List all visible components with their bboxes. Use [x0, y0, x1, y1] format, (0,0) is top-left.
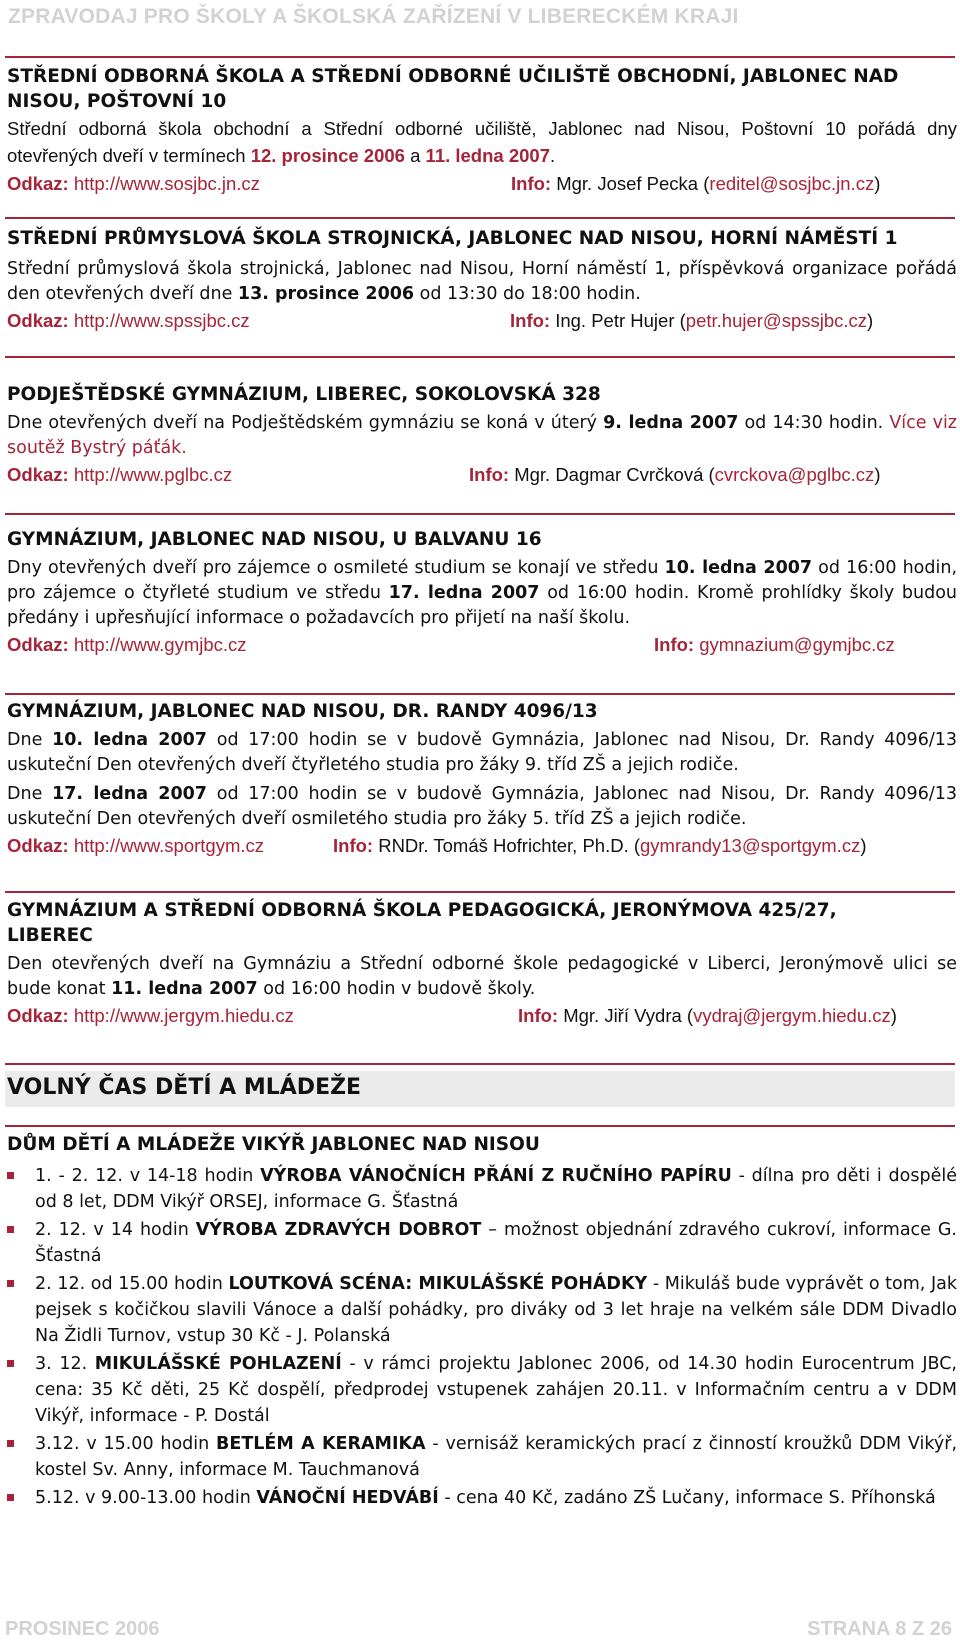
- page-footer-number: STRANA 8 Z 26: [807, 1618, 952, 1640]
- section-text: Dne 17. ledna 2007 od 17:00 hodin se v budově Gymnázia, Jablonec nad Nisou, Dr. Randy 4096/13 uskuteční Den otevřených dveří osmiletého studia pro žáky 5. tříd ZŠ a jejich rodiče.: [7, 784, 957, 829]
- section-title: GYMNÁZIUM, JABLONEC NAD NISOU, U BALVANU 16: [7, 529, 542, 550]
- section-ddm-vikyr: [7, 1132, 957, 1513]
- section-podjestedske-gymnazium: [7, 382, 957, 489]
- section-divider: [5, 513, 955, 515]
- list-item: 1. - 2. 12. v 14-18 hodin VÝROBA VÁNOČNÍCH PŘÁNÍ Z RUČNÍHO PAPÍRU - dílna pro děti i dospělé od 8 let, DDM Vikýř ORSEJ, informace G. Šťastná: [7, 1163, 957, 1215]
- list-item: 3. 12. MIKULÁŠSKÉ POHLAZENÍ - v rámci projektu Jablonec 2006, od 14.30 hodin Eurocentrum JBC, cena: 35 Kč děti, 25 Kč dospělí, předprodej vstupenek zahájen 20.11. v Informačním centru a v DDM Vikýř, informace - P. Dostál: [7, 1351, 957, 1429]
- info-email-link[interactable]: gymnazium@gymjbc.cz: [699, 634, 895, 655]
- section-meta: Odkaz: http://www.spssjbc.cz Info: Ing. Petr Hujer (petr.hujer@spssjbc.cz): [7, 310, 874, 331]
- info-email-link[interactable]: cvrckova@pglbc.cz: [714, 464, 875, 485]
- chapter-title: VOLNÝ ČAS DĚTÍ A MLÁDEŽE: [7, 1075, 362, 1100]
- section-title: GYMNÁZIUM A STŘEDNÍ ODBORNÁ ŠKOLA PEDAGOGICKÁ, JERONÝMOVA 425/27, LIBEREC: [7, 900, 837, 946]
- section-text: Dne 10. ledna 2007 od 17:00 hodin se v budově Gymnázia, Jablonec nad Nisou, Dr. Randy 4096/13 uskuteční Den otevřených dveří čtyřletého studia pro žáky 9. tříd ZŠ a jejich rodiče.: [7, 730, 957, 775]
- section-meta: Odkaz: http://www.pglbc.cz Info: Mgr. Dagmar Cvrčková (cvrckova@pglbc.cz): [7, 464, 881, 485]
- section-meta: Odkaz: http://www.sportgym.cz Info: RNDr. Tomáš Hofrichter, Ph.D. (gymrandy13@sportgym.cz): [7, 835, 867, 856]
- info-email-link[interactable]: reditel@sosjbc.jn.cz: [709, 173, 875, 194]
- odkaz-link[interactable]: http://www.sosjbc.jn.cz: [73, 173, 260, 194]
- list-item: 5.12. v 9.00-13.00 hodin VÁNOČNÍ HEDVÁBÍ - cena 40 Kč, zadáno ZŠ Lučany, informace S. Příhonská: [7, 1485, 957, 1511]
- info-email-link[interactable]: petr.hujer@spssjbc.cz: [685, 310, 868, 331]
- odkaz-link[interactable]: http://www.spssjbc.cz: [73, 310, 250, 331]
- list-item: 2. 12. v 14 hodin VÝROBA ZDRAVÝCH DOBROT – možnost objednání zdravého cukroví, informace G. Šťastná: [7, 1217, 957, 1269]
- section-meta: Odkaz: http://www.jergym.hiedu.cz Info: Mgr. Jiří Vydra (vydraj@jergym.hiedu.cz): [7, 1005, 897, 1026]
- section-divider: [5, 1063, 955, 1065]
- section-meta: Odkaz: http://www.gymjbc.cz Info: gymnazium@gymjbc.cz: [7, 634, 895, 655]
- page-footer-date: PROSINEC 2006: [5, 1618, 160, 1640]
- section-title: GYMNÁZIUM, JABLONEC NAD NISOU, DR. RANDY 4096/13: [7, 701, 598, 722]
- list-item: 2. 12. od 15.00 hodin LOUTKOVÁ SCÉNA: MIKULÁŠSKÉ POHÁDKY - Mikuláš bude vyprávět o tom, Jak pejsek s kočičkou slavili Vánoce a další pohádky, pro diváky od 3 let hraje na velkém sále DDM Divadlo Na Židli Turnov, vstup 30 Kč - J. Polanská: [7, 1271, 957, 1349]
- section-title: PODJEŠTĚDSKÉ GYMNÁZIUM, LIBEREC, SOKOLOVSKÁ 328: [7, 384, 601, 405]
- section-divider: [5, 356, 955, 358]
- section-title: STŘEDNÍ PRŮMYSLOVÁ ŠKOLA STROJNICKÁ, JABLONEC NAD NISOU, HORNÍ NÁMĚSTÍ 1: [7, 228, 898, 249]
- bullet-icon: [7, 1226, 14, 1233]
- page-header: ZPRAVODAJ PRO ŠKOLY A ŠKOLSKÁ ZAŘÍZENÍ V LIBERECKÉM KRAJI: [8, 5, 739, 28]
- section-gymnazium-dr-randy: [7, 699, 957, 860]
- section-text: Den otevřených dveří na Gymnáziu a Střední odborné škole pedagogické v Liberci, Jeronýmově ulici se bude konat 11. ledna 2007 od 16:00 hodin v budově školy.: [7, 954, 957, 999]
- section-divider: [5, 891, 955, 893]
- section-meta: Odkaz: http://www.sosjbc.jn.cz Info: Mgr. Josef Pecka (reditel@sosjbc.jn.cz): [7, 173, 881, 194]
- odkaz-link[interactable]: http://www.jergym.hiedu.cz: [73, 1005, 294, 1026]
- bullet-icon: [7, 1360, 14, 1367]
- bullet-icon: [7, 1440, 14, 1447]
- section-sos-obchodni: [7, 64, 957, 198]
- section-gymnazium-u-balvanu: [7, 527, 957, 659]
- info-email-link[interactable]: vydraj@jergym.hiedu.cz: [693, 1005, 891, 1026]
- bullet-icon: [7, 1280, 14, 1287]
- section-divider: [5, 693, 955, 695]
- section-text: Dny otevřených dveří pro zájemce o osmileté studium se konají ve středu 10. ledna 2007 od 16:00 hodin, pro zájemce o čtyřleté studium ve středu 17. ledna 2007 od 16:00 hodin. Kromě prohlídky školy budou předány i upřesňující informace o požadavcích pro přijetí na naší školu.: [7, 558, 958, 628]
- list-item: 3.12. v 15.00 hodin BETLÉM A KERAMIKA - vernisáž keramických prací z činností kroužků DDM Vikýř, kostel Sv. Anny, informace M. Tauchmanová: [7, 1431, 957, 1483]
- section-divider: [5, 56, 955, 58]
- bullet-icon: [7, 1494, 14, 1501]
- info-email-link[interactable]: gymrandy13@sportgym.cz: [640, 835, 861, 856]
- section-sps-strojnicka: [7, 226, 957, 335]
- section-gymnazium-jeronymova: [7, 898, 957, 1030]
- odkaz-link[interactable]: http://www.pglbc.cz: [73, 464, 233, 485]
- section-text: Dne otevřených dveří na Podještědském gymnáziu se koná v úterý 9. ledna 2007 od 14:30 hodin. Více viz soutěž Bystrý páťák.: [7, 413, 957, 458]
- section-text: Střední průmyslová škola strojnická, Jablonec nad Nisou, Horní náměstí 1, příspěvková organizace pořádá den otevřených dveří dne 13. prosince 2006 od 13:30 do 18:00 hodin.: [7, 259, 957, 304]
- section-title: DŮM DĚTÍ A MLÁDEŽE VIKÝŘ JABLONEC NAD NISOU: [7, 1134, 540, 1155]
- bullet-icon: [7, 1172, 14, 1179]
- section-text: Střední odborná škola obchodní a Střední odborné učiliště, Jablonec nad Nisou, Poštovní 10 pořádá dny otevřených dveří v termínech 12. prosince 2006 a 11. ledna 2007.: [7, 118, 957, 166]
- section-title: STŘEDNÍ ODBORNÁ ŠKOLA A STŘEDNÍ ODBORNÉ UČILIŠTĚ OBCHODNÍ, JABLONEC NAD NISOU, POŠTOVNÍ 10: [7, 66, 899, 112]
- odkaz-link[interactable]: http://www.sportgym.cz: [73, 835, 265, 856]
- section-divider: [5, 217, 955, 219]
- section-divider: [5, 1125, 955, 1127]
- event-list: [7, 1163, 957, 1511]
- odkaz-link[interactable]: http://www.gymjbc.cz: [73, 634, 247, 655]
